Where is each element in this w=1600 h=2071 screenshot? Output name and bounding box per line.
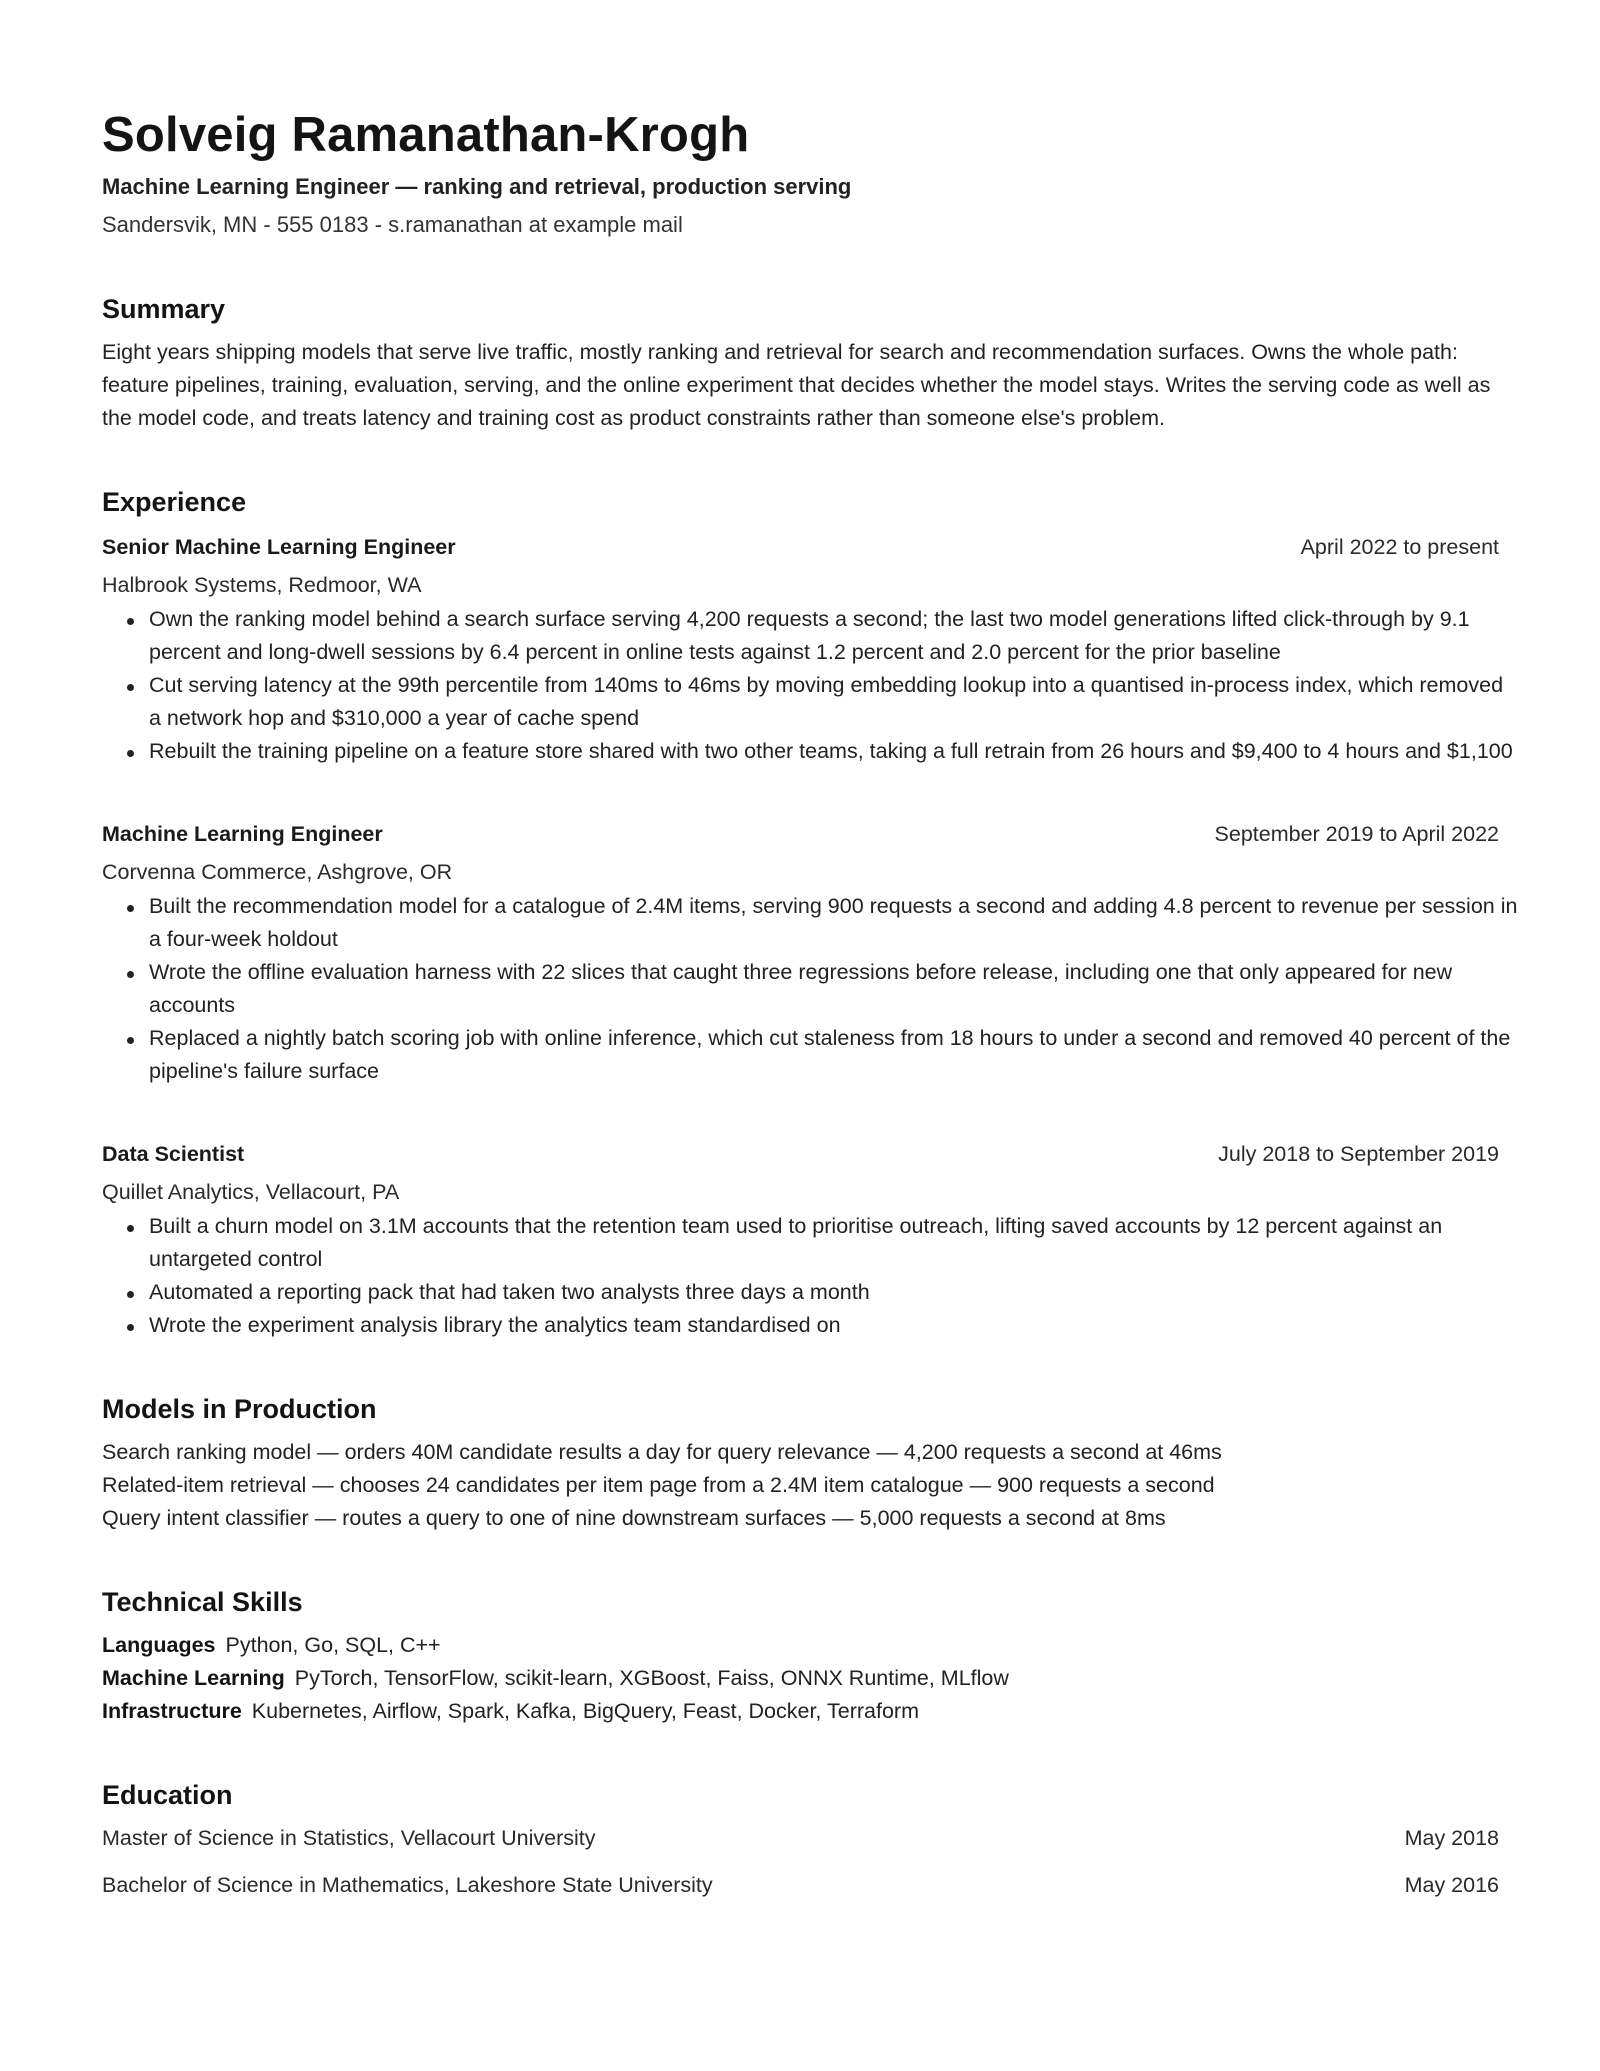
job-company: Corvenna Commerce, Ashgrove, OR — [102, 860, 453, 884]
skill-label: Infrastructure — [102, 1699, 242, 1723]
skill-row — [102, 1695, 1522, 1728]
bullet-text: Replaced a nightly batch scoring job with online inference, which cut staleness from 18 hours to under a second and removed 40 percent of the pipeline's failure surface — [149, 1026, 1511, 1083]
candidate-headline: Machine Learning Engineer — ranking and retrieval, production serving — [102, 174, 852, 199]
job-title: Senior Machine Learning Engineer — [102, 535, 456, 559]
job-header — [102, 818, 1499, 850]
skill-label: Machine Learning — [102, 1666, 285, 1690]
job-header — [102, 531, 1499, 563]
section-title-education: Education — [102, 1780, 233, 1810]
job-bullets — [102, 603, 1522, 768]
bullet-dot-icon — [127, 750, 134, 757]
bullet-text: Own the ranking model behind a search surface serving 4,200 requests a second; the last two model generations lifted click-through by 9.1 percent and long-dwell sessions by 6.4 percent in online tests against 1.2 percent and 2.0 percent for the prior baseline — [149, 607, 1470, 664]
bullet-dot-icon — [127, 1324, 134, 1331]
summary-section — [102, 292, 1522, 435]
job-entry — [102, 818, 1522, 1088]
model-line: Related-item retrieval — chooses 24 candidates per item page from a 2.4M item catalogue — 900 requests a second — [102, 1473, 1215, 1497]
education-entry — [102, 1822, 1499, 1854]
bullet-text: Rebuilt the training pipeline on a feature store shared with two other teams, taking a full retrain from 26 hours and $9,400 to 4 hours and $1,100 — [149, 739, 1513, 763]
skills-section — [102, 1585, 1522, 1728]
bullet-text: Cut serving latency at the 99th percentile from 140ms to 46ms by moving embedding lookup into a quantised in-process index, which removed a network hop and $310,000 a year of cache spend — [149, 673, 1504, 730]
bullet-item — [102, 735, 1519, 768]
job-title: Data Scientist — [102, 1142, 245, 1166]
job-bullets — [102, 1210, 1522, 1342]
bullet-dot-icon — [127, 905, 134, 912]
bullet-dot-icon — [127, 971, 134, 978]
bullet-item — [102, 1210, 1519, 1276]
section-title-models: Models in Production — [102, 1394, 377, 1424]
skill-row — [102, 1662, 1522, 1695]
experience-section — [102, 485, 1522, 1342]
education-date: May 2016 — [1404, 1873, 1499, 1897]
bullet-item — [102, 890, 1519, 956]
bullet-item — [102, 603, 1519, 669]
bullet-dot-icon — [127, 1291, 134, 1298]
job-header — [102, 1138, 1499, 1170]
resume-page — [102, 104, 1522, 1901]
bullet-text: Built the recommendation model for a catalogue of 2.4M items, serving 900 requests a second and adding 4.8 percent to revenue per session in a four-week holdout — [149, 894, 1518, 951]
job-dates: July 2018 to September 2019 — [1218, 1142, 1499, 1166]
bullet-item — [102, 669, 1519, 735]
education-degree: Master of Science in Statistics, Vellacourt University — [102, 1826, 596, 1850]
contact-line: Sandersvik, MN - 555 0183 - s.ramanathan at example mail — [102, 212, 683, 237]
model-line: Search ranking model — orders 40M candidate results a day for query relevance — 4,200 requests a second at 46ms — [102, 1440, 1222, 1464]
models-section — [102, 1392, 1522, 1535]
skill-value: Python, Go, SQL, C++ — [225, 1633, 441, 1657]
bullet-item — [102, 1309, 1519, 1342]
section-title-summary: Summary — [102, 294, 226, 324]
job-entry — [102, 531, 1522, 768]
education-entry — [102, 1869, 1499, 1901]
bullet-dot-icon — [127, 684, 134, 691]
bullet-text: Built a churn model on 3.1M accounts that the retention team used to prioritise outreach, lifting saved accounts by 12 percent against an untargeted control — [149, 1214, 1443, 1271]
section-title-skills: Technical Skills — [102, 1587, 303, 1617]
job-bullets — [102, 890, 1522, 1088]
skill-value: Kubernetes, Airflow, Spark, Kafka, BigQuery, Feast, Docker, Terraform — [251, 1699, 919, 1723]
job-company: Quillet Analytics, Vellacourt, PA — [102, 1180, 400, 1204]
bullet-dot-icon — [127, 1225, 134, 1232]
bullet-dot-icon — [127, 1037, 134, 1044]
job-company: Halbrook Systems, Redmoor, WA — [102, 573, 422, 597]
education-date: May 2018 — [1404, 1826, 1499, 1850]
bullet-item — [102, 1022, 1519, 1088]
bullet-text: Wrote the offline evaluation harness with 22 slices that caught three regressions before release, including one that only appeared for new accounts — [149, 960, 1453, 1017]
education-section — [102, 1778, 1522, 1901]
bullet-item — [102, 956, 1519, 1022]
bullet-dot-icon — [127, 618, 134, 625]
skill-label: Languages — [102, 1633, 216, 1657]
skill-row — [102, 1629, 1522, 1662]
section-title-experience: Experience — [102, 487, 247, 517]
education-degree: Bachelor of Science in Mathematics, Lakeshore State University — [102, 1873, 713, 1897]
job-title: Machine Learning Engineer — [102, 822, 383, 846]
job-entry — [102, 1138, 1522, 1342]
bullet-text: Wrote the experiment analysis library the analytics team standardised on — [149, 1313, 841, 1337]
candidate-name: Solveig Ramanathan-Krogh — [102, 108, 750, 162]
skill-value: PyTorch, TensorFlow, scikit-learn, XGBoost, Faiss, ONNX Runtime, MLflow — [294, 1666, 1009, 1690]
bullet-item — [102, 1276, 1519, 1309]
summary-text: Eight years shipping models that serve live traffic, mostly ranking and retrieval for search and recommendation surfaces. Owns the whole path: feature pipelines, training, evaluation, serving, and the online experiment that decides whether the model stays. Writes the serving code as well as the model code, and treats latency and training cost as product constraints rather than someone else's problem. — [102, 340, 1491, 430]
job-dates: September 2019 to April 2022 — [1214, 822, 1499, 846]
job-dates: April 2022 to present — [1300, 535, 1499, 559]
bullet-text: Automated a reporting pack that had taken two analysts three days a month — [149, 1280, 870, 1304]
model-line: Query intent classifier — routes a query to one of nine downstream surfaces — 5,000 requests a second at 8ms — [102, 1506, 1166, 1530]
